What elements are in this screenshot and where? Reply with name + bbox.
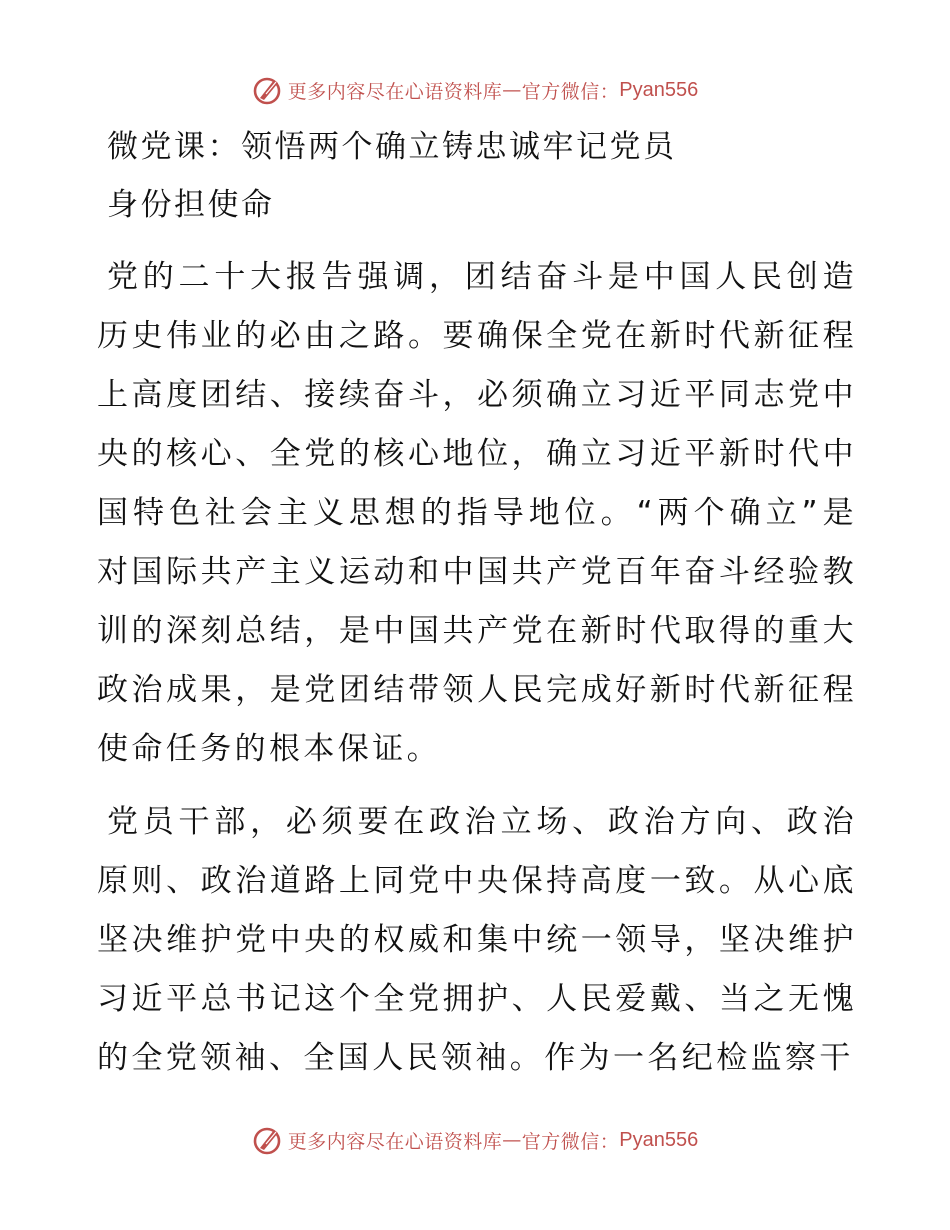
footer-banner (0, 1120, 950, 1160)
quill-circle-logo-icon (252, 1124, 284, 1156)
footer-banner-handle: Pyan556 (619, 1128, 699, 1151)
footer-banner-separator: — (502, 1129, 522, 1151)
document-title-line-2: 身份担使命 (107, 187, 275, 223)
paragraph-2: 党员干部，必须要在政治立场、政治方向、政治原则、政治道路上同党中央保持高度一致。从心底坚决维护党中央的权威和集中统一领导，坚决维护习近平总书记这个全党拥护、人民爱戴、当之无愧的全党领袖、全国人民领袖。作为一名纪检监察干 (97, 804, 857, 1076)
header-banner-label: 官方微信： (521, 80, 620, 103)
footer-banner-text: 更多内容尽在心语资料库 (287, 1130, 503, 1153)
header-banner-text: 更多内容尽在心语资料库 (287, 80, 503, 103)
header-banner-separator: — (502, 79, 522, 101)
quill-circle-logo-icon (252, 74, 284, 106)
document-body (97, 118, 857, 1102)
footer-banner-label: 官方微信： (521, 1130, 620, 1153)
header-banner (0, 70, 950, 110)
paragraph-1: 党的二十大报告强调，团结奋斗是中国人民创造历史伟业的必由之路。要确保全党在新时代新征程上高度团结、接续奋斗，必须确立习近平同志党中央的核心、全党的核心地位，确立习近平新时代中国特色社会主义思想的指导地位。“两个确立”是对国际共产主义运动和中国共产党百年奋斗经验教训的深刻总结，是中国共产党在新时代取得的重大政治成果，是党团结带领人民完成好新时代新征程使命任务的根本保证。 (97, 259, 857, 767)
document-title-line-1: 微党课：领悟两个确立铸忠诚牢记党员 (107, 129, 677, 165)
header-banner-handle: Pyan556 (619, 78, 699, 101)
